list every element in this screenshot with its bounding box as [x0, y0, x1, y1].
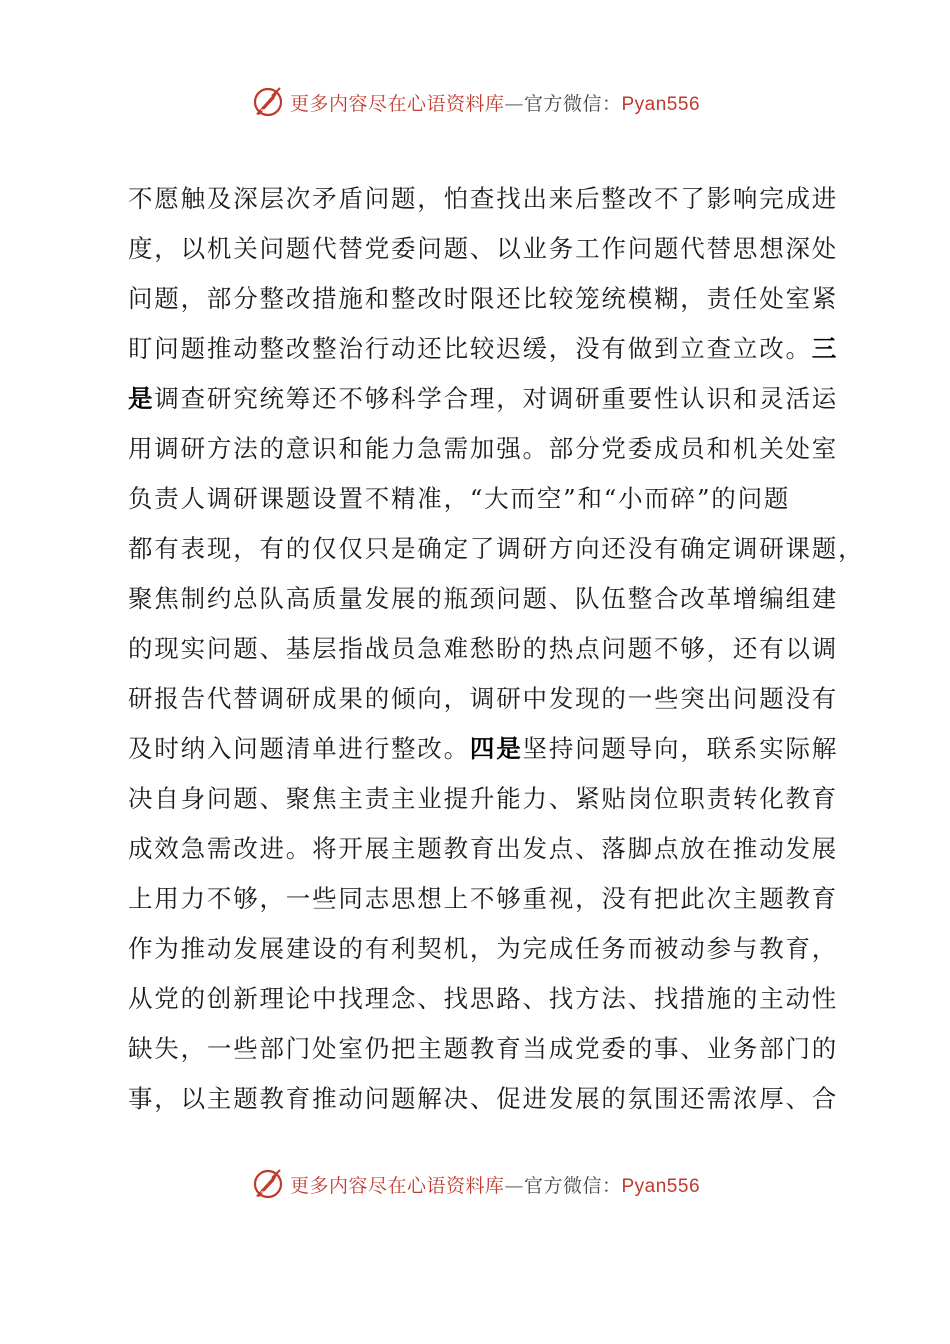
text-line: 盯问题推动整改整治行动还比较迟缓，没有做到立查立改。三 — [128, 334, 839, 363]
banner-brand: 更多内容尽在心语资料库 — [289, 92, 505, 115]
banner-separator: — — [504, 92, 524, 115]
text-line: 不愿触及深层次矛盾问题，怕查找出来后整改不了影响完成进 — [128, 184, 839, 213]
text-line: 从党的创新理论中找理念、找思路、找方法、找措施的主动性 — [128, 984, 839, 1013]
banner-text — [290, 1171, 700, 1198]
banner-wechat-label: 官方微信： — [523, 1174, 622, 1197]
banner-separator: — — [504, 1174, 524, 1197]
text-line: 的现实问题、基层指战员急难愁盼的热点问题不够，还有以调 — [128, 634, 839, 663]
text-line: 问题，部分整改措施和整改时限还比较笼统模糊，责任处室紧 — [128, 284, 839, 313]
text-line: 研报告代替调研成果的倾向，调研中发现的一些突出问题没有 — [128, 684, 839, 713]
header-banner — [0, 80, 950, 124]
banner-wechat-id: Pyan556 — [621, 93, 701, 115]
banner-wechat-id: Pyan556 — [621, 1175, 701, 1197]
text-line: 缺失，一些部门处室仍把主题教育当成党委的事、业务部门的 — [128, 1034, 839, 1063]
text-line: 及时纳入问题清单进行整改。四是坚持问题导向，联系实际解 — [128, 734, 839, 763]
text-line: 是调查研究统筹还不够科学合理，对调研重要性认识和灵活运 — [128, 384, 839, 413]
text-line: 聚焦制约总队高质量发展的瓶颈问题、队伍整合改革增编组建 — [128, 584, 839, 613]
banner-brand: 更多内容尽在心语资料库 — [289, 1174, 505, 1197]
text-line: 负责人调研课题设置不精准，“大而空”和“小而碎”的问题 — [128, 484, 791, 513]
text-line: 度，以机关问题代替党委问题、以业务工作问题代替思想深处 — [128, 234, 839, 263]
bold-ordinal: 是 — [128, 384, 155, 413]
quill-logo-icon — [250, 84, 286, 120]
footer-banner — [0, 1162, 950, 1206]
text-line: 上用力不够，一些同志思想上不够重视，没有把此次主题教育 — [128, 884, 839, 913]
text-line: 都有表现，有的仅仅只是确定了调研方向还没有确定调研课题， — [128, 534, 865, 563]
bold-ordinal: 四是 — [469, 734, 523, 763]
text-line: 决自身问题、聚焦主责主业提升能力、紧贴岗位职责转化教育 — [128, 784, 839, 813]
text-line: 作为推动发展建设的有利契机，为完成任务而被动参与教育， — [128, 934, 839, 963]
text-line: 成效急需改进。将开展主题教育出发点、落脚点放在推动发展 — [128, 834, 839, 863]
banner-wechat-label: 官方微信： — [523, 92, 622, 115]
banner-text — [290, 89, 700, 116]
text-line: 用调研方法的意识和能力急需加强。部分党委成员和机关处室 — [128, 434, 839, 463]
bold-ordinal: 三 — [811, 334, 839, 363]
text-line: 事，以主题教育推动问题解决、促进发展的氛围还需浓厚、合 — [128, 1084, 839, 1113]
quill-logo-icon — [250, 1166, 286, 1202]
